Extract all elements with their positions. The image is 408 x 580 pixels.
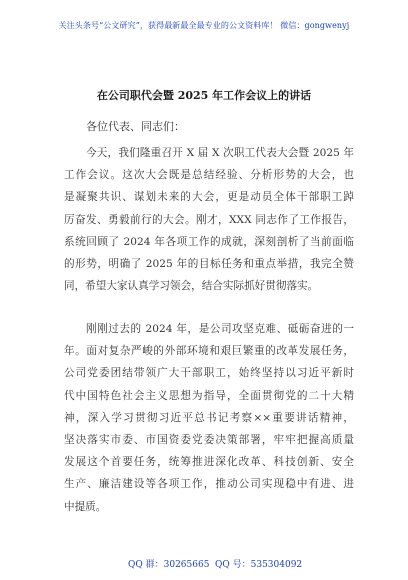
paragraph-line: 同，希望大家认真学习领会，结合实际抓好贯彻落实。 bbox=[64, 280, 319, 293]
paragraph-line: 系统回顾了 2024 年各项工作的成就，深刻剖析了当前面临 bbox=[64, 235, 354, 248]
paragraph-line: 刚刚过去的 2024 年，是公司攻坚克难、砥砺奋进的一 bbox=[86, 323, 354, 335]
paragraph-1 bbox=[64, 142, 354, 297]
paragraph-line: 发展这个首要任务，统筹推进深化改革、科技创新、安全 bbox=[64, 456, 354, 469]
header-banner: 关注头条号“公文研究”，获得最新最全最专业的公文资料库！ 微信：gongwenyj bbox=[58, 21, 350, 30]
paragraph-line: 坚决落实市委、市国资委党委决策部署，牢牢把握高质量 bbox=[64, 433, 354, 446]
paragraph-line: 工作会议。这次大会既是总结经验、分析形势的大会，也 bbox=[64, 169, 354, 182]
paragraph-line: 中提质。 bbox=[64, 500, 107, 513]
paragraph-line: 是凝聚共识、谋划未来的大会，更是动员全体干部职工踔 bbox=[64, 191, 354, 204]
paragraph-line: 的形势，明确了 2025 年的目标任务和重点举措，我完全赞 bbox=[64, 257, 354, 270]
paragraph-line: 代中国特色社会主义思想为指导，全面贯彻党的二十大精 bbox=[64, 389, 354, 402]
document-title: 在公司职代会暨 2025 年工作会议上的讲话 bbox=[96, 89, 312, 102]
paragraph-line: 今天，我们隆重召开 X 届 X 次职工代表大会暨 2025 年 bbox=[86, 147, 354, 159]
salutation: 各位代表、同志们： bbox=[86, 120, 185, 133]
paragraph-line: 生产、廉洁建设等各项工作，推动公司实现稳中有进、进 bbox=[64, 478, 354, 491]
paragraph-line: 神，深入学习贯彻习近平总书记考察××重要讲话精神， bbox=[64, 411, 354, 424]
qq-group-text: QQ 群：30265665 bbox=[128, 560, 210, 570]
qq-number-text: QQ 号：535304092 bbox=[215, 560, 303, 570]
paragraph-line: 厉奋发、勇毅前行的大会。刚才，XXX 同志作了工作报告， bbox=[64, 213, 354, 226]
paragraph-line: 公司党委团结带领广大干部职工，始终坚持以习近平新时 bbox=[64, 367, 354, 380]
paragraph-2 bbox=[64, 318, 354, 518]
paragraph-line: 年。面对复杂严峻的外部环境和艰巨繁重的改革发展任务， bbox=[64, 345, 354, 358]
